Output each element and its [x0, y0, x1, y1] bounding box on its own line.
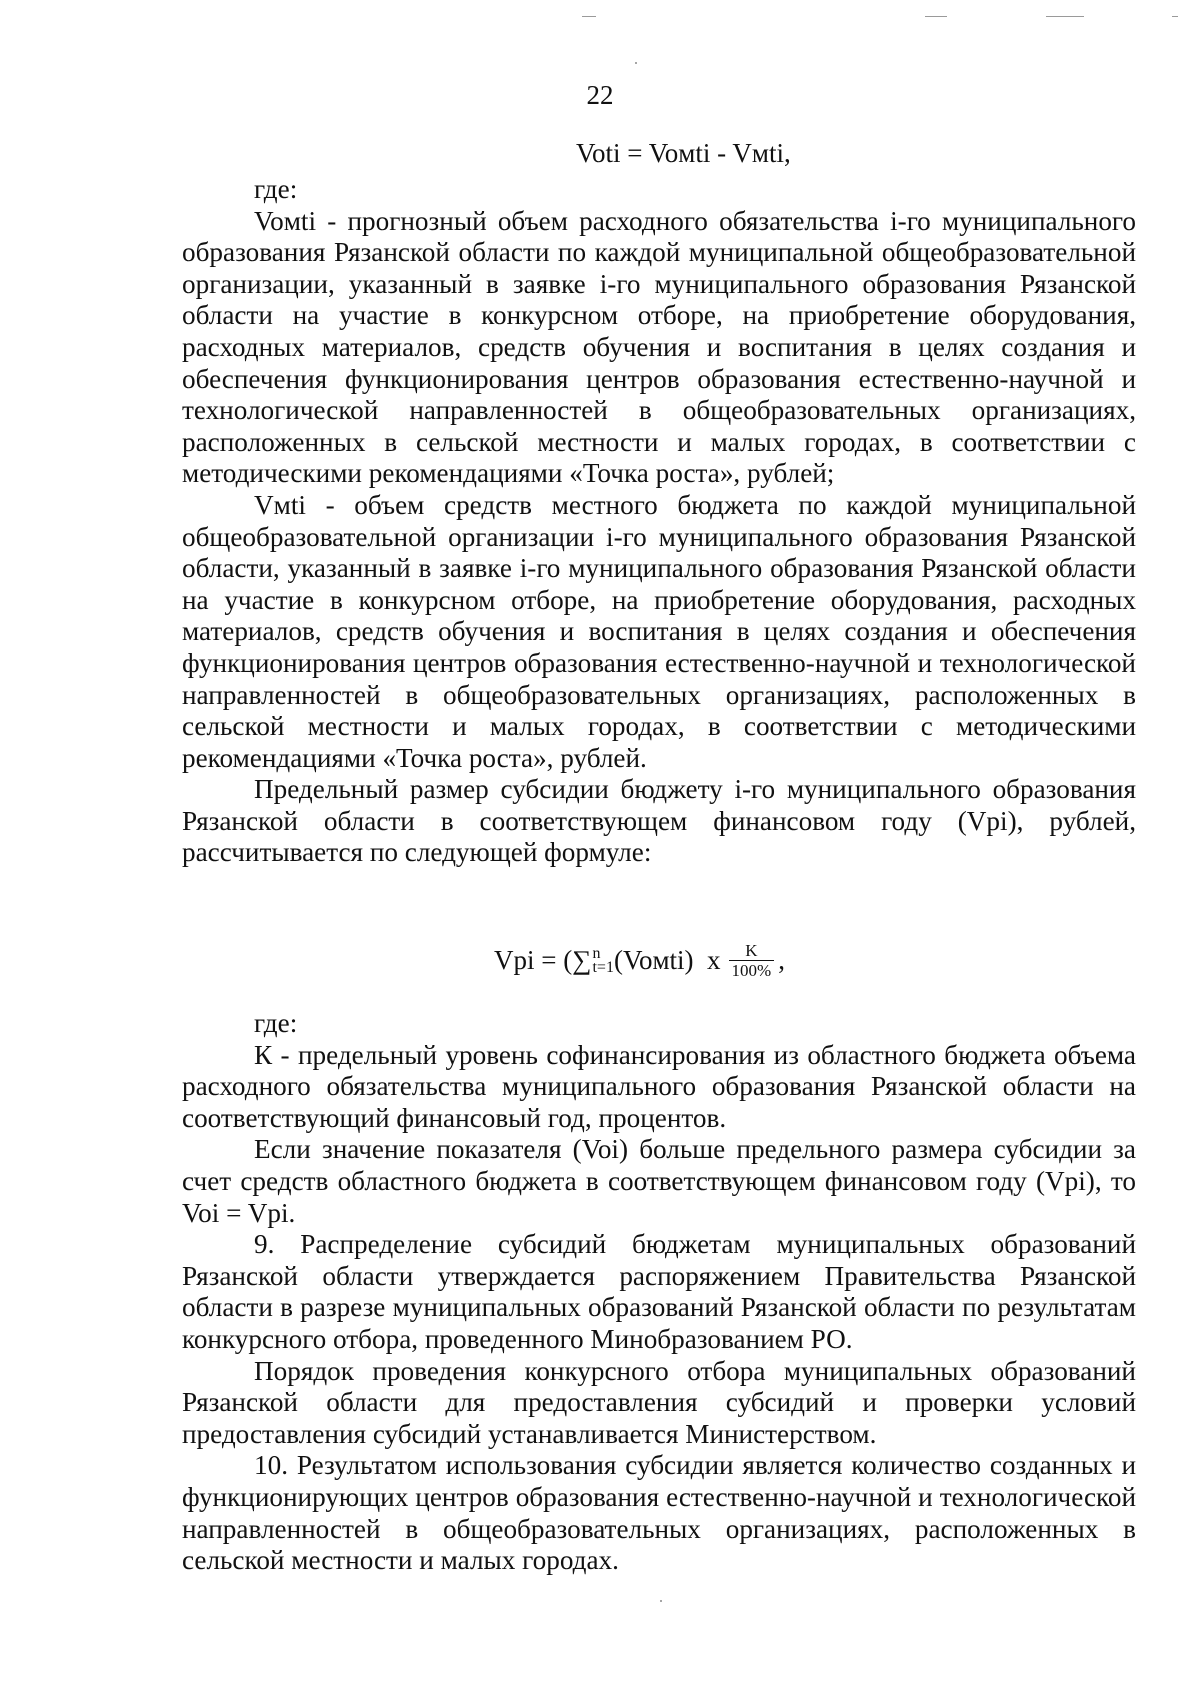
formula-vpi	[494, 942, 785, 980]
formula-voti: Voti = Voмti - Vмti,	[576, 138, 791, 168]
paragraph-item-10: 10. Результатом использования субсидии является количество созданных и функционирующих центров образования естественно-научной и технологической направленностей в общеобразовательных организациях, расположенных в сельской местности и малых городах.	[182, 1450, 1136, 1576]
paragraph-procedure: Порядок проведения конкурсного отбора муниципальных образований Рязанской области для предоставления субсидий и проверки условий предоставления субсидий устанавливается Министерством.	[182, 1355, 1136, 1449]
scan-artifact	[1046, 16, 1084, 17]
paragraph-where-2: где:	[254, 1008, 298, 1038]
scan-artifact	[1172, 16, 1178, 17]
paragraph-voi: Если значение показателя (Voi) больше предельного размера субсидии за счет средств областного бюджета в соответствующем финансовом году (Vpi), то Voi = Vpi.	[182, 1134, 1136, 1228]
formula-vpi-lhs: Vpi =	[494, 945, 557, 976]
text-block-definitions	[182, 174, 1136, 869]
paragraph-item-9: 9. Распределение субсидий бюджетам муниципальных образований Рязанской области утверждается распоряжением Правительства Рязанской области в разрезе муниципальных образований Рязанской области по результатам конкурсного отбора, проведенного Минобразованием РО.	[182, 1229, 1136, 1354]
text-block-rules	[182, 1008, 1136, 1577]
page-number: 22	[586, 80, 614, 110]
formula-vpi-tail: ,	[778, 945, 785, 976]
formula-vpi-times: x	[707, 945, 721, 976]
paragraph-vpi-intro: Предельный размер субсидии бюджету i-го муниципального образования Рязанской области в соответствующем финансовом году (Vpi), рублей, рассчитывается по следующей формуле:	[182, 774, 1136, 868]
scan-artifact	[582, 16, 596, 17]
formula-vpi-sum-limits	[592, 946, 613, 976]
scan-artifact	[925, 16, 947, 17]
formula-vpi-fraction-num: K	[745, 941, 758, 960]
formula-vpi-sum-sup: n	[592, 944, 601, 962]
paragraph-where: где:	[254, 174, 298, 204]
formula-vpi-sum: (∑	[563, 945, 592, 976]
paragraph-vmti: Vмti - объем средств местного бюджета по каждой муниципальной общеобразовательной организации i-го муниципального образования Рязанской области, указанный в заявке i-го муниципального образования Рязанской области на участие в конкурсном отборе, на приобретение оборудования, расходных материалов, средств обучения и воспитания в целях создания и обеспечения функционирования центров образования естественно-научной и технологической направленностей в общеобразовательных организациях, расположенных в сельской местности и малых городах, в соответствии с методическими рекомендациями «Точка роста», рублей.	[182, 489, 1136, 773]
formula-vpi-fraction-den: 100%	[729, 960, 775, 980]
paragraph-vomti: Voмti - прогнозный объем расходного обязательства i-го муниципального образования Рязанской области по каждой муниципальной общеобразовательной организации, указанный в заявке i-го муниципального образования Рязанской области на участие в конкурсном отборе, на приобретение оборудования, расходных материалов, средств обучения и воспитания в целях создания и обеспечения функционирования центров образования естественно-научной и технологической направленностей в общеобразовательных организациях, расположенных в сельской местности и малых городах, в соответствии с методическими рекомендациями «Точка роста», рублей;	[182, 205, 1136, 489]
formula-vpi-fraction	[729, 942, 775, 980]
formula-vpi-sum-sub: t=1	[592, 958, 614, 976]
paragraph-k: К - предельный уровень софинансирования из областного бюджета объема расходного обязательства муниципального образования Рязанской области на соответствующий финансовый год, процентов.	[182, 1039, 1136, 1133]
scan-artifact	[660, 1600, 662, 1602]
formula-vpi-inner: (Voмti)	[613, 945, 694, 976]
scan-artifact	[635, 62, 637, 64]
